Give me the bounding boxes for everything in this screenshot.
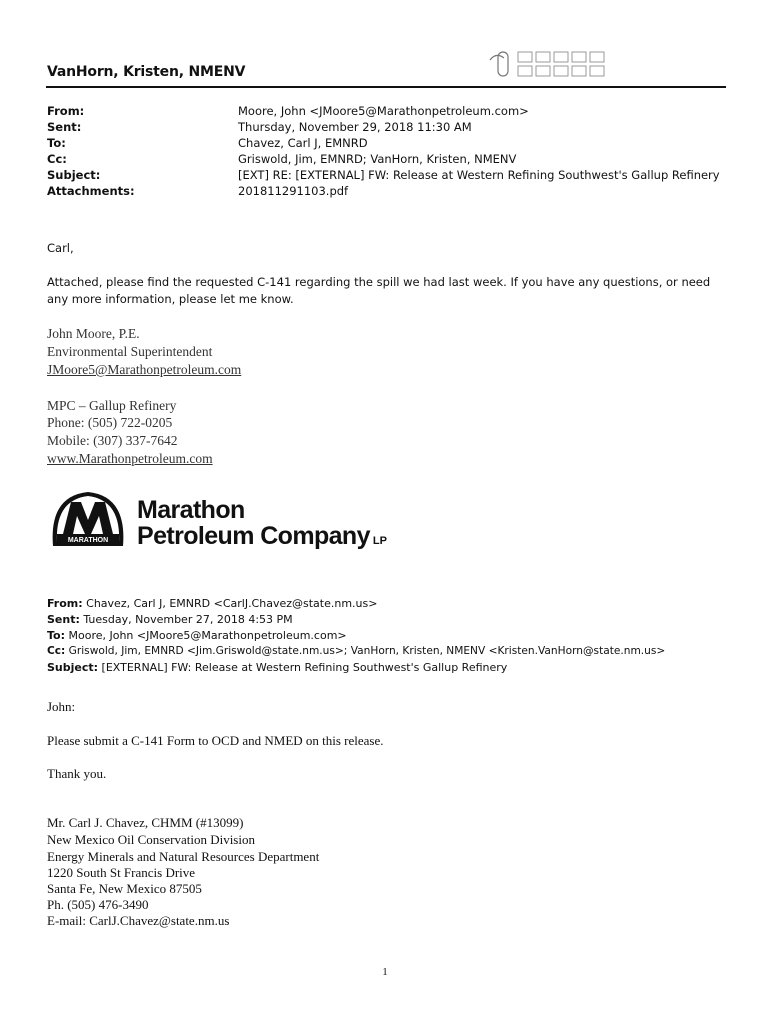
fwd-sig-line: Mr. Carl J. Chavez, CHMM (#13099) xyxy=(47,815,244,830)
header-label: Attachments: xyxy=(47,184,135,198)
fwd-label: Subject: xyxy=(47,661,99,674)
fwd-row-cc xyxy=(47,644,665,659)
mailbox-owner-name: VanHorn, Kristen, NMENV xyxy=(47,64,246,80)
header-value: Moore, John <JMoore5@Marathonpetroleum.com> xyxy=(238,104,529,118)
header-divider xyxy=(46,86,726,88)
fwd-row-to xyxy=(47,628,347,643)
header-row-cc xyxy=(47,152,737,167)
header-row-sent xyxy=(47,120,737,135)
fwd-greeting: John: xyxy=(47,699,76,714)
marathon-badge-icon xyxy=(47,488,129,552)
fwd-value: Griswold, Jim, EMNRD <Jim.Griswold@state.nm.us>; VanHorn, Kristen, NMENV <Kristen.VanHorn@state.nm.us> xyxy=(65,645,666,657)
fwd-sig-line: Santa Fe, New Mexico 87505 xyxy=(47,881,202,896)
badge-text: MARATHON xyxy=(67,537,109,544)
logo-lp-suffix: LP xyxy=(372,535,387,547)
fwd-request: Please submit a C-141 Form to OCD and NMED on this release. xyxy=(47,733,384,748)
fwd-sig-line: New Mexico Oil Conservation Division xyxy=(47,832,255,847)
fwd-sig-email[interactable]: E-mail: CarlJ.Chavez@state.nm.us xyxy=(47,913,230,928)
fwd-value: [EXTERNAL] FW: Release at Western Refining Southwest's Gallup Refinery xyxy=(98,661,508,674)
body-greeting: Carl, xyxy=(47,241,74,255)
fwd-row-sent xyxy=(47,612,293,627)
fwd-sig-line: 1220 South St Francis Drive xyxy=(47,865,196,880)
header-value: Thursday, November 29, 2018 11:30 AM xyxy=(238,120,472,134)
signature-email-link[interactable]: JMoore5@Marathonpetroleum.com xyxy=(47,362,242,377)
fwd-label: From: xyxy=(47,597,83,610)
received-stamp-image xyxy=(486,46,626,82)
signature-website-link[interactable]: www.Marathonpetroleum.com xyxy=(47,451,213,466)
header-value: Griswold, Jim, EMNRD; VanHorn, Kristen, NMENV xyxy=(238,152,517,166)
signature-phone: Phone: (505) 722-0205 xyxy=(47,415,173,430)
header-row-subject xyxy=(47,168,737,183)
fwd-row-from xyxy=(47,596,377,611)
signature-mobile: Mobile: (307) 337-7642 xyxy=(47,433,178,448)
signature-name: John Moore, P.E. xyxy=(47,326,140,341)
logo-company: Petroleum Company xyxy=(137,522,370,550)
body-paragraph: Attached, please find the requested C-141 regarding the spill we had last week. If you have any questions, or need any more information, please let me know. xyxy=(47,275,711,306)
fwd-value: Tuesday, November 27, 2018 4:53 PM xyxy=(79,613,293,626)
logo-line-1: Marathon xyxy=(137,496,245,524)
header-row-attachments xyxy=(47,184,737,199)
header-label: To: xyxy=(47,136,66,150)
fwd-label: Cc: xyxy=(47,645,66,657)
signature-title: Environmental Superintendent xyxy=(47,344,213,359)
logo-line-2 xyxy=(137,522,387,551)
header-value: Chavez, Carl J, EMNRD xyxy=(238,136,368,150)
fwd-value: Moore, John <JMoore5@Marathonpetroleum.com> xyxy=(65,629,347,642)
header-row-from xyxy=(47,104,737,119)
fwd-thanks: Thank you. xyxy=(47,766,107,781)
header-value: [EXT] RE: [EXTERNAL] FW: Release at Western Refining Southwest's Gallup Refinery xyxy=(238,168,720,182)
header-label: Sent: xyxy=(47,120,82,134)
fwd-value: Chavez, Carl J, EMNRD <CarlJ.Chavez@state.nm.us> xyxy=(82,597,378,610)
fwd-label: To: xyxy=(47,629,65,642)
fwd-label: Sent: xyxy=(47,613,80,626)
fwd-row-subject xyxy=(47,660,507,675)
header-label: From: xyxy=(47,104,85,118)
page-number: 1 xyxy=(382,966,388,978)
fwd-sig-line: Energy Minerals and Natural Resources Department xyxy=(47,849,320,864)
header-label: Subject: xyxy=(47,168,101,182)
attachment-link[interactable]: 201811291103.pdf xyxy=(238,184,349,198)
marathon-logo xyxy=(47,486,407,570)
signature-org: MPC – Gallup Refinery xyxy=(47,398,177,413)
fwd-sig-line: Ph. (505) 476-3490 xyxy=(47,897,149,912)
header-label: Cc: xyxy=(47,152,67,166)
header-row-to xyxy=(47,136,737,151)
